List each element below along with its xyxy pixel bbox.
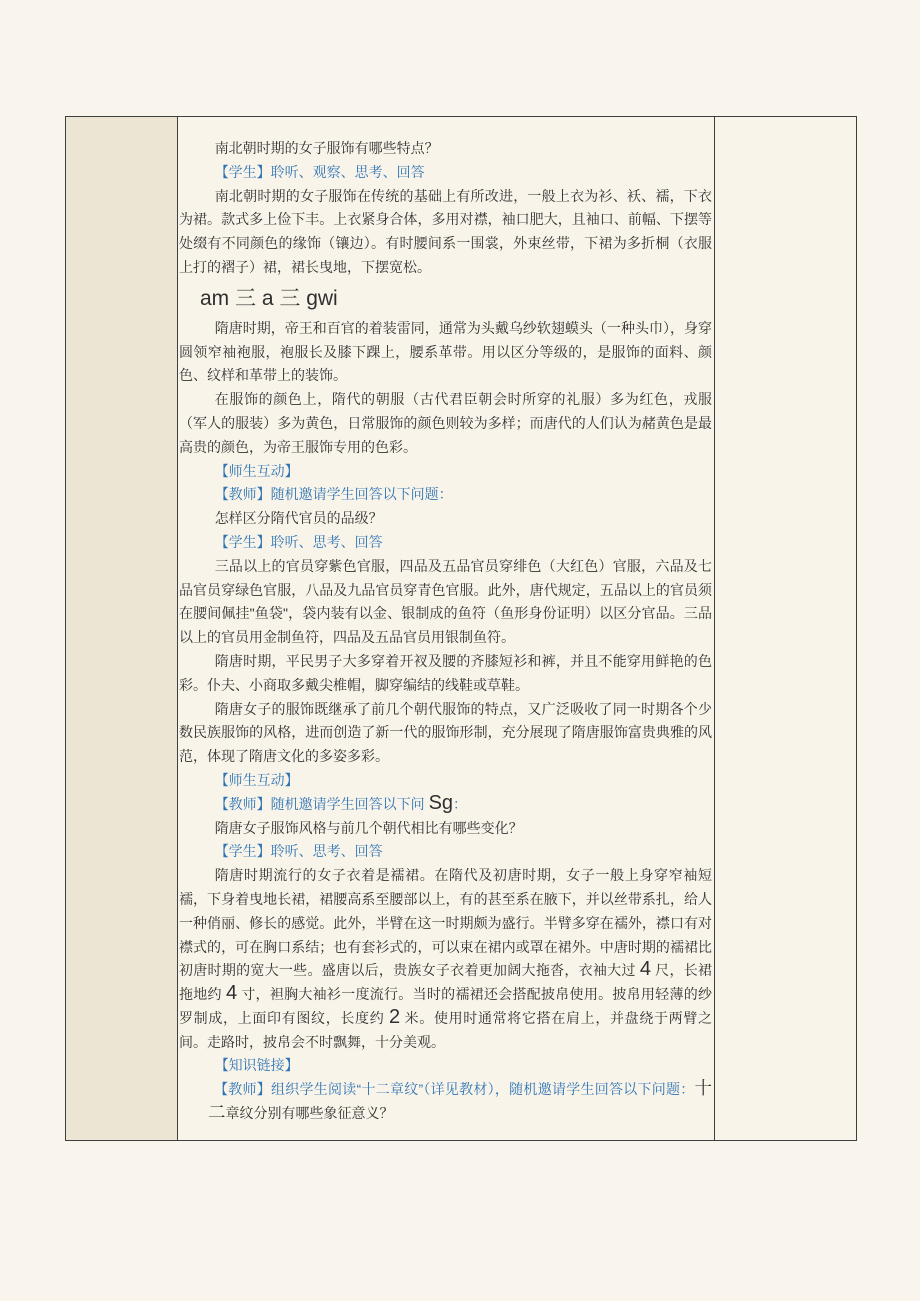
lesson-content-cell [178, 117, 715, 1140]
text-run: 尺，长裙拖地约 [179, 962, 712, 1003]
body-paragraph [179, 185, 712, 280]
table-right-cell [715, 117, 856, 1140]
table-left-cell [66, 117, 178, 1140]
text-run: 2 [388, 1005, 401, 1028]
body-paragraph [179, 388, 712, 459]
body-paragraph [179, 555, 712, 650]
question-line [179, 817, 712, 841]
text-run: 南北朝时期的女子服饰在传统的基础上有所改进，一般上衣为衫、袄、襦，下衣为裙。款式多上俭下丰。上衣紧身合体，多用对襟，袖口肥大，且袖口、前幅、下摆等处缀有不同颜色的缘饰（镶边）。有时腰间系一围裳，外束丝带，下裙为多折桐（衣服上打的褶子）裙，裙长曳地，下摆宽松。 [179, 187, 712, 275]
student-line [179, 531, 712, 555]
text-run: 隋唐时期流行的女子衣着是襦裙。在隋代及初唐时期，女子一般上身穿窄袖短襦，下身着曳地长裙，裙腰高系至腰部以上，有的甚至系在腋下，并以丝带系扎，给人一种俏丽、修长的感觉。此外，半臂在这一时期颇为盛行。半臂多穿在襦外，襟口有对襟式的，可在胸口系结；也有套衫式的，可以束在裙内或罩在裙外。中唐时期的襦裙比初唐时期的宽大一些。盛唐以后，贵族女子衣着更加阔大拖沓，衣袖大过 [179, 867, 712, 979]
text-run: 米。使用时通常将它搭在肩上，并盘绕于两臂之间。走路时，披帛会不时飘舞，十分美观。 [179, 1009, 713, 1050]
role-label-text: ： [453, 795, 468, 812]
text-run: 在服饰的颜色上，隋代的朝服（古代君臣朝会时所穿的礼服）多为红色，戎服（军人的服装）多为黄色，日常服饰的颜色则较为多样；而唐代的人们认为赭黄色是最高贵的颜色，为帝王服饰专用的色彩。 [179, 391, 712, 455]
text-run: 隋唐女子的服饰既继承了前几个朝代服饰的特点，又广泛吸收了同一时期各个少数民族服饰的风格，进而创造了新一代的服饰形制，充分展现了隋唐服饰富贵典雅的风范，体现了隋唐文化的多姿多彩。 [179, 700, 712, 765]
text-run: 隋唐时期，帝王和百官的着装雷同，通常为头戴乌纱软翅蟆头（一种头巾），身穿圆领窄袖袍服，袍服长及膝下踝上，腰系革带。用以区分等级的，是服饰的面料、颜色、纹样和革带上的装饰。 [179, 319, 712, 384]
teacher-line [179, 793, 712, 817]
student-line [179, 161, 712, 185]
text-run: 4 [225, 982, 238, 1005]
role-label-text: 【师生互动】 [214, 462, 299, 479]
text-run: 隋唐女子服饰风格与前几个朝代相比有哪些变化？ [214, 819, 523, 836]
text-run: 寸，袒胸大袖衫一度流行。当时的襦裙还会搭配披帛使用。披帛用轻薄的纱罗制成，上面印有图纹，长度约 [179, 986, 712, 1026]
body-paragraph [179, 864, 712, 1054]
interaction-label [179, 769, 712, 793]
text-run: 隋唐时期，平民男子大多穿着开衩及腰的齐膝短衫和裤，并且不能穿用鲜艳的色彩。仆夫、小商取多戴尖椎帽，脚穿编结的线鞋或草鞋。 [179, 652, 712, 693]
body-paragraph [179, 650, 712, 698]
text-run: 4 [639, 958, 652, 981]
role-label-text: 【知识链接】 [214, 1057, 299, 1074]
interaction-label [179, 460, 712, 484]
question-line [179, 507, 712, 531]
text-run: am 三 a 三 gwi [200, 286, 338, 310]
text-run: 十二 [208, 1078, 712, 1123]
question-line [179, 137, 712, 161]
role-label-text: 【师生互动】 [214, 771, 299, 788]
text-run: 章纹分别有哪些象征意义？ [225, 1105, 394, 1122]
text-run: 南北朝时期的女子服饰有哪些特点？ [214, 140, 439, 156]
text-run: 三品以上的官员穿紫色官服，四品及五品官员穿绯色（大红色）官服，六品及七品官员穿绿色官服，八品及九品官员穿青色官服。此外，唐代规定，五品以上的官员须在腰间佩挂"鱼袋"，袋内装有以金、银制成的鱼符（鱼形身份证明）以区分官品。三品以上的官员用金制鱼符，四品及五品官员用银制鱼符。 [179, 557, 712, 646]
knowledge-link-label [179, 1054, 712, 1078]
body-paragraph [179, 317, 712, 388]
section-heading [179, 282, 712, 316]
role-label-text: 【教师】组织学生阅读“十二章纹”（详见教材），随机邀请学生回答以下问题： [214, 1081, 695, 1098]
teacher-line [179, 483, 712, 507]
text-run: Sg [428, 791, 454, 814]
role-label-text: 【学生】聆听、思考、回答 [214, 843, 383, 860]
role-label-text: 【学生】聆听、观察、思考、回答 [214, 163, 425, 180]
lesson-plan-table [65, 116, 857, 1141]
student-line [179, 840, 712, 864]
role-label-text: 【教师】随机邀请学生回答以下问题： [214, 486, 453, 503]
teacher-line [208, 1078, 712, 1126]
body-paragraph [179, 698, 712, 769]
role-label-text: 【学生】聆听、思考、回答 [214, 533, 383, 550]
role-label-text: 【教师】随机邀请学生回答以下问 [214, 795, 429, 812]
text-run: 怎样区分隋代官员的品级？ [214, 510, 383, 527]
